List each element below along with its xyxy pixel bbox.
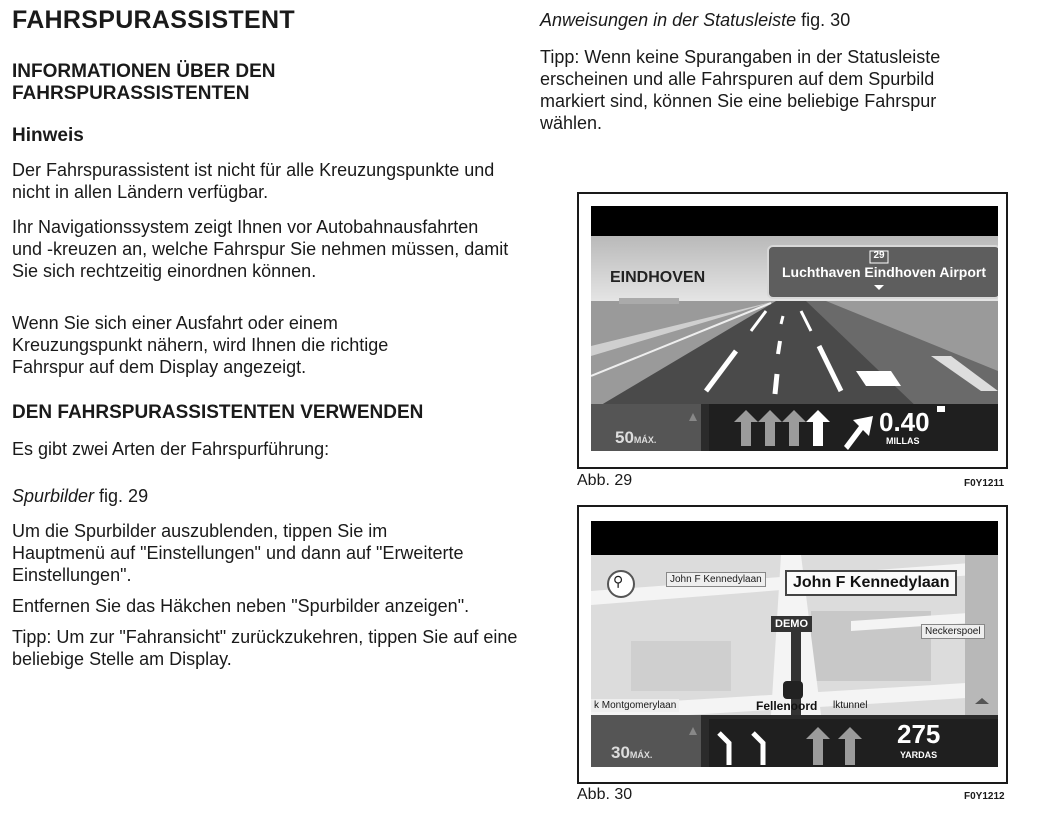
section-title-info: INFORMATIONEN ÜBER DEN FAHRSPURASSISTENTEN (12, 61, 276, 104)
distance-unit: YARDAS (900, 750, 938, 760)
street-label-tunnel: lktunnel (833, 700, 868, 711)
direction-sign: Luchthaven Eindhoven Airport (781, 264, 987, 280)
page-title: FAHRSPURASSISTENT (12, 6, 295, 34)
paragraph-availability: Der Fahrspurassistent ist nicht für alle Kreuzungspunkte und nicht in allen Ländern verfügbar. (12, 160, 495, 202)
paragraph-hide-lanes: Um die Spurbilder auszublenden, tippen Sie im Hauptmenü auf "Einstellungen" und dann auf "Erweiterte Einstellungen". (12, 521, 464, 585)
street-label-fellenoord: Fellenoord (756, 699, 818, 713)
spurbilder-ref: fig. 29 (94, 486, 149, 506)
lane-image-graphic (591, 206, 998, 451)
section-title-use: DEN FAHRSPURASSISTENTEN VERWENDEN (12, 402, 424, 423)
figure-30-code: F0Y1212 (964, 791, 1005, 802)
street-label-small: John F Kennedylaan (666, 572, 766, 587)
status-bar-screen (591, 521, 998, 767)
distance-value: 0.40 (879, 407, 930, 437)
current-street-label: John F Kennedylaan (785, 570, 957, 596)
distance-unit: MILLAS (886, 436, 920, 446)
paragraph-two-types: Es gibt zwei Arten der Fahrspurführung: (12, 439, 330, 459)
paragraph-tip-return: Tipp: Um zur "Fahransicht" zurückzukehren, tippen Sie auf eine beliebige Stelle am Display. (12, 627, 518, 669)
street-label-neckerspoel: Neckerspoel (921, 624, 985, 639)
figure-30-caption: Abb. 30 (577, 786, 633, 803)
spurbilder-label (12, 485, 148, 507)
exit-number: 29 (873, 250, 885, 261)
paragraph-navigation: Ihr Navigationssystem zeigt Ihnen vor Autobahnausfahrten und -kreuzen an, welche Fahrspur Sie nehmen müssen, damit Sie sich rechtzeitig einordnen können. (12, 217, 509, 281)
figure-29-caption: Abb. 29 (577, 472, 633, 489)
zoom-icon[interactable]: ⚲ (613, 573, 624, 589)
figure-30 (577, 505, 1008, 784)
street-label-montgomery: k Montgomerylaan (591, 699, 679, 712)
speed-value: 50 (615, 428, 634, 447)
lane-image-screen (591, 206, 998, 451)
paragraph-checkbox: Entfernen Sie das Häkchen neben "Spurbilder anzeigen". (12, 596, 470, 616)
figure-29 (577, 192, 1008, 469)
city-label: EINDHOVEN (610, 269, 706, 286)
note-title: Hinweis (12, 125, 84, 146)
distance-value: 275 (897, 719, 941, 749)
speed-limit (611, 743, 652, 763)
paragraph-tip-lanes: Tipp: Wenn keine Spurangaben in der Statusleiste erscheinen und alle Fahrspuren auf dem Spurbild markiert sind, können Sie eine beliebige Fahrspur wählen. (540, 47, 941, 133)
speed-value: 30 (611, 743, 630, 762)
status-label (540, 9, 850, 31)
speed-unit: MÁX. (629, 750, 653, 760)
figure-29-code: F0Y1211 (964, 478, 1005, 489)
status-title: Anweisungen in der Statusleiste (540, 10, 797, 30)
status-ref: fig. 30 (796, 10, 851, 30)
speed-limit (615, 428, 656, 448)
spurbilder-title: Spurbilder (12, 486, 95, 506)
demo-badge: DEMO (771, 616, 812, 632)
speed-unit: MÁX. (633, 435, 657, 445)
paragraph-approach: Wenn Sie sich einer Ausfahrt oder einem Kreuzungspunkt nähern, wird Ihnen die richtige Fahrspur auf dem Display angezeigt. (12, 313, 389, 377)
